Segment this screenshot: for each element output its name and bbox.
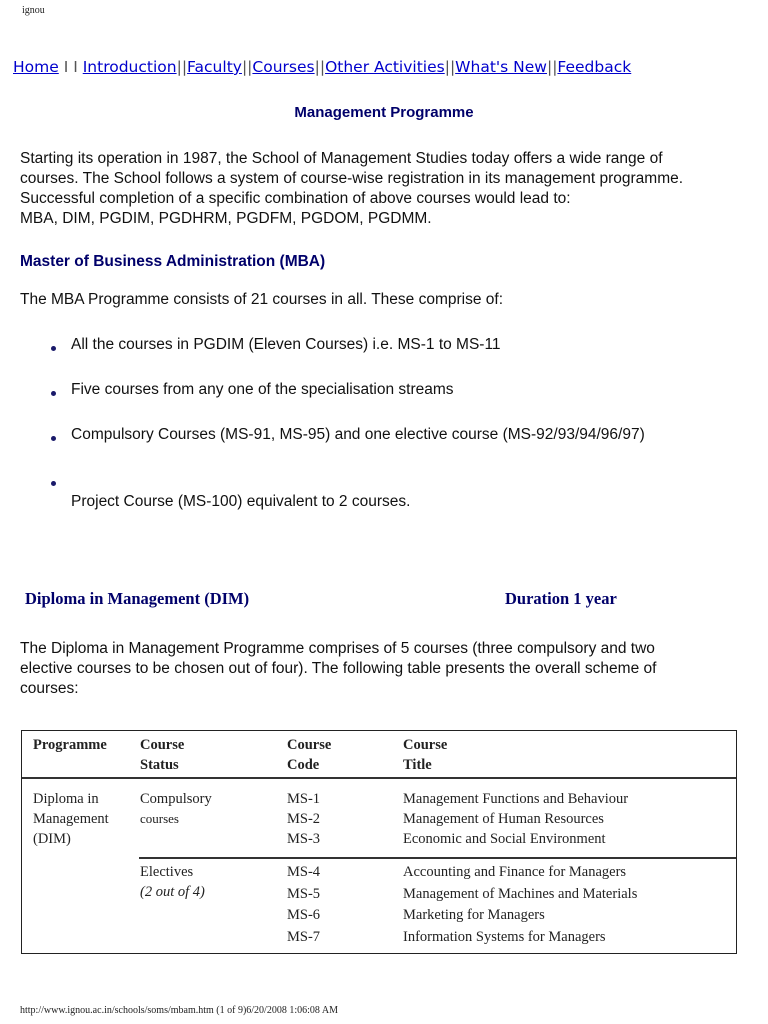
table-row: MS-1 xyxy=(287,791,321,807)
table-row: MS-5 xyxy=(287,885,321,902)
course-scheme-table xyxy=(21,730,737,954)
code-cell xyxy=(287,862,320,948)
dim-description-line: The Diploma in Management Programme comprises of 5 courses (three compulsory and two xyxy=(20,640,655,657)
table-header-code: Course Code xyxy=(287,737,332,773)
programme-cell: Diploma in Management (DIM) xyxy=(33,791,109,847)
intro-line: courses. The School follows a system of course-wise registration in its management programme. xyxy=(20,170,684,187)
title-cell xyxy=(403,862,637,948)
nav-link-home[interactable]: Home xyxy=(13,58,59,76)
table-row: MS-2 xyxy=(287,811,321,827)
table-row: Marketing for Managers xyxy=(403,907,545,923)
table-header-status: Course Status xyxy=(140,737,185,773)
nav-link-feedback[interactable]: Feedback xyxy=(557,58,632,76)
bullet-icon xyxy=(51,346,56,351)
table-header-title: Course Title xyxy=(403,737,448,773)
mba-heading: Master of Business Administration (MBA) xyxy=(20,253,326,270)
code-cell xyxy=(287,789,320,849)
mba-bullet-item: Five courses from any one of the specialisation streams xyxy=(71,381,454,398)
nav-link-courses[interactable]: Courses xyxy=(252,58,315,76)
top-nav xyxy=(13,58,758,76)
table-header-programme: Programme xyxy=(33,737,107,753)
footer-url: http://www.ignou.ac.in/schools/soms/mbam.htm (1 of 9)6/20/2008 1:06:08 AM xyxy=(20,1005,338,1016)
table-row: Information Systems for Managers xyxy=(403,928,606,945)
nav-separator: || xyxy=(241,58,253,76)
nav-link-introduction[interactable]: Introduction xyxy=(82,58,177,76)
status-cell-electives: Electives (2 out of 4) xyxy=(140,864,205,900)
header-divider xyxy=(22,777,736,779)
dim-description-line: elective courses to be chosen out of four). The following table presents the overall scheme of xyxy=(20,660,657,677)
title-cell xyxy=(403,789,628,849)
table-row: Economic and Social Environment xyxy=(403,831,606,847)
table-row: MS-7 xyxy=(287,928,321,945)
intro-line: MBA, DIM, PGDIM, PGDHRM, PGDFM, PGDOM, PGDMM. xyxy=(20,210,432,227)
dim-description xyxy=(20,639,748,699)
table-row: MS-4 xyxy=(287,864,321,880)
intro-paragraph xyxy=(20,149,748,229)
intro-line: Successful completion of a specific combination of above courses would lead to: xyxy=(20,190,571,207)
mba-bullet-item: Compulsory Courses (MS-91, MS-95) and one elective course (MS-92/93/94/96/97) xyxy=(71,426,645,443)
nav-link-faculty[interactable]: Faculty xyxy=(187,58,242,76)
nav-separator: || xyxy=(314,58,326,76)
mba-description: The MBA Programme consists of 21 courses in all. These comprise of: xyxy=(20,291,503,308)
nav-link-whats-new[interactable]: What's New xyxy=(455,58,547,76)
intro-line: Starting its operation in 1987, the School of Management Studies today offers a wide range of xyxy=(20,150,663,167)
mba-bullet-item: Project Course (MS-100) equivalent to 2 courses. xyxy=(71,493,411,510)
table-row: Management of Human Resources xyxy=(403,811,604,827)
bullet-icon xyxy=(51,481,56,486)
table-row: MS-6 xyxy=(287,907,321,923)
nav-separator: || xyxy=(444,58,456,76)
bullet-icon xyxy=(51,391,56,396)
table-row: Accounting and Finance for Managers xyxy=(403,864,627,880)
nav-separator: I I xyxy=(58,58,83,76)
nav-link-other-activities[interactable]: Other Activities xyxy=(325,58,445,76)
mba-bullet-item: All the courses in PGDIM (Eleven Courses) i.e. MS-1 to MS-11 xyxy=(71,336,501,353)
nav-separator: || xyxy=(176,58,188,76)
dim-heading: Diploma in Management (DIM) xyxy=(25,589,250,608)
group-divider xyxy=(139,857,736,859)
table-row: Management of Machines and Materials xyxy=(403,885,638,902)
dim-description-line: courses: xyxy=(20,680,79,697)
bullet-icon xyxy=(51,436,56,441)
dim-duration: Duration 1 year xyxy=(505,589,617,608)
site-tag: ignou xyxy=(22,5,45,16)
status-cell-compulsory: Compulsory courses xyxy=(140,791,212,826)
page-title: Management Programme xyxy=(294,104,474,121)
table-row: MS-3 xyxy=(287,831,321,847)
table-row: Management Functions and Behaviour xyxy=(403,791,629,807)
nav-separator: || xyxy=(546,58,558,76)
